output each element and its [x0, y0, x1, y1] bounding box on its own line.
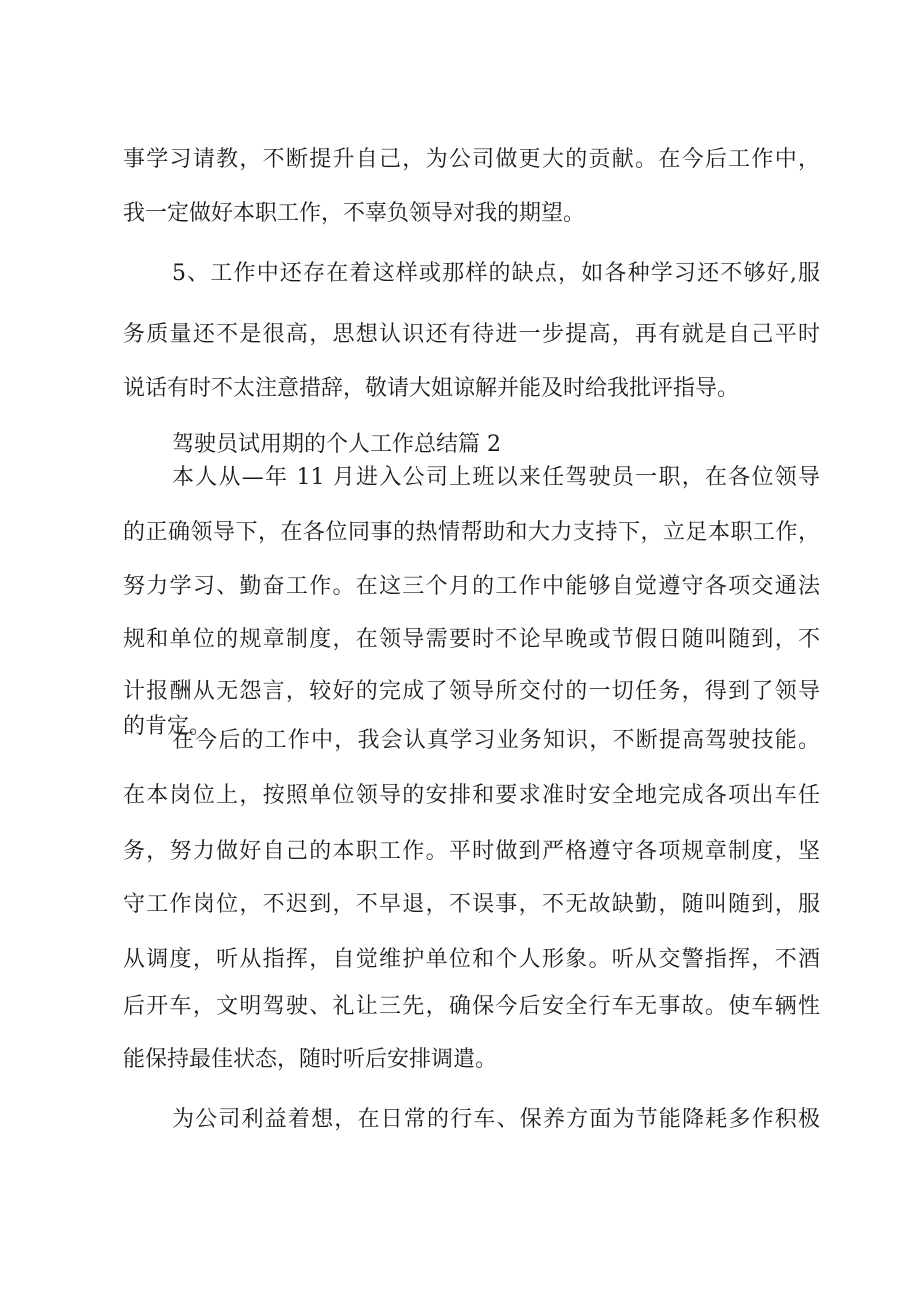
text-line: 努力学习、勤奋工作。在这三个月的工作中能够自觉遵守各项交通法 — [123, 574, 820, 599]
section-heading: 驾驶员试用期的个人工作总结篇 2 — [172, 432, 501, 457]
text-line: 的正确领导下，在各位同事的热情帮助和大力支持下，立足本职工作， — [123, 520, 820, 545]
text-line: 为公司利益着想，在日常的行车、保养方面为节能降耗多作积极 — [172, 1107, 820, 1132]
text-line: 能保持最佳状态，随时听后安排调遣。 — [123, 1047, 498, 1072]
text-line: 的肯定。 — [123, 714, 212, 739]
text-line: 后开车，文明驾驶、礼让三先，确保今后安全行车无事故。使车辆性 — [123, 994, 820, 1019]
text-line: 5、工作中还存在着这样或那样的缺点，如各种学习还不够好,服 — [172, 261, 820, 286]
text-line: 务，努力做好自己的本职工作。平时做到严格遵守各项规章制度，坚 — [123, 839, 820, 864]
text-line: 规和单位的规章制度，在领导需要时不论早晚或节假日随叫随到，不 — [123, 627, 820, 652]
text-line: 守工作岗位，不迟到，不早退，不误事，不无故缺勤，随叫随到，服 — [123, 892, 820, 917]
text-line: 事学习请教，不断提升自己，为公司做更大的贡献。在今后工作中， — [123, 147, 820, 172]
text-line: 在本岗位上，按照单位领导的安排和要求准时安全地完成各项出车任 — [123, 783, 820, 808]
text-line: 本人从—年 11 月进入公司上班以来任驾驶员一职，在各位领导 — [172, 465, 820, 490]
text-line: 计报酬从无怨言，较好的完成了领导所交付的一切任务，得到了领导 — [123, 679, 820, 704]
text-line: 说话有时不太注意措辞，敬请大姐谅解并能及时给我批评指导。 — [123, 376, 740, 401]
text-line: 在今后的工作中，我会认真学习业务知识，不断提高驾驶技能。 — [172, 728, 820, 753]
text-line: 务质量还不是很高，思想认识还有待进一步提高，再有就是自己平时 — [123, 322, 820, 347]
text-line: 从调度，听从指挥，自觉维护单位和个人形象。听从交警指挥，不酒 — [123, 947, 820, 972]
text-line: 我一定做好本职工作，不辜负领导对我的期望。 — [123, 201, 586, 226]
